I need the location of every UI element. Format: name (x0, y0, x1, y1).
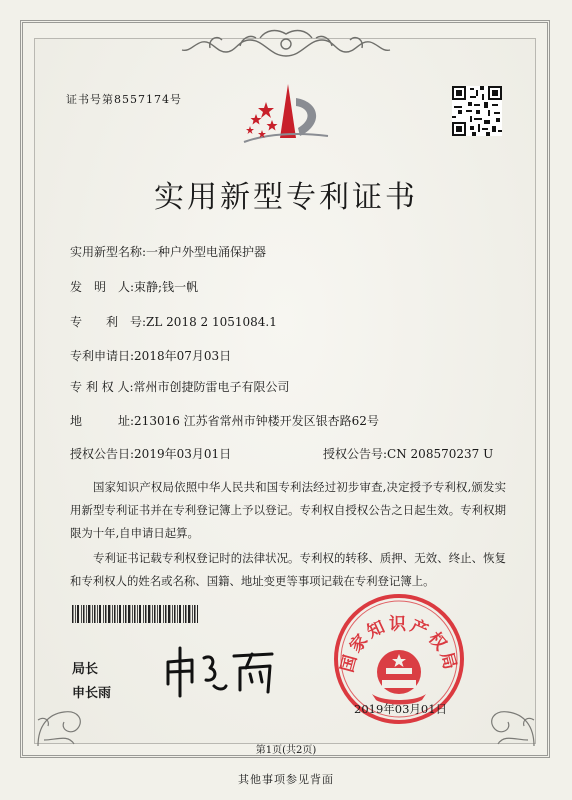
seal-text: 国家知识产权局 (337, 614, 461, 675)
chief-title: 局长 (72, 662, 99, 677)
patentee-value: 常州市创捷防雷电子有限公司 (133, 380, 290, 394)
scroll-ornament-icon (180, 26, 392, 62)
inventor-row (70, 278, 198, 295)
grant-date-value: 2019年03月01日 (134, 447, 232, 461)
patent-number-row (70, 313, 277, 330)
address-value: 213016 江苏省常州市钟楼开发区银杏路62号 (134, 414, 379, 428)
patent-number-value: ZL 2018 2 1051084.1 (146, 315, 277, 329)
certificate-title: 实用新型专利证书 (154, 180, 418, 215)
body-paragraph: 专利证书记载专利权登记时的法律状况。专利权的转移、质押、无效、终止、恢复和专利权人的姓名或名称、国籍、地址变更等事项记载在专利登记簿上。 (70, 551, 506, 588)
grant-date-label: 授权公告日: (70, 447, 135, 461)
utility-name-value: 一种户外型电涌保护器 (146, 245, 267, 259)
inventor-label: 发 明 人: (70, 280, 135, 294)
application-date-row (70, 347, 231, 364)
application-date-value: 2018年07月03日 (134, 349, 232, 363)
page-indicator: 第1页(共2页) (255, 745, 317, 756)
grant-number-row (323, 445, 493, 462)
cnipa-logo-icon (236, 80, 332, 152)
grant-number-value: CN 208570237 U (387, 447, 494, 461)
body-paragraph: 国家知识产权局依照中华人民共和国专利法经过初步审查,决定授予专利权,颁发实用新型专利证书并在专利登记簿上予以登记。专利权自授权公告之日起生效。专利权期限为十年,自申请日起算。 (70, 480, 506, 540)
utility-name-label: 实用新型名称: (70, 245, 147, 259)
patent-number-label: 专 利 号: (70, 315, 147, 329)
signature-icon (160, 640, 280, 698)
inventor-value: 束静;钱一帆 (134, 280, 199, 294)
patentee-label: 专 利 权 人: (70, 380, 134, 394)
footer-note: 其他事项参见背面 (238, 773, 334, 786)
certificate-number: 证书号第8557174号 (66, 93, 182, 106)
utility-name-row (70, 243, 266, 260)
chief-name: 申长雨 (72, 686, 112, 701)
address-row (70, 412, 379, 429)
address-label: 地 址: (70, 414, 135, 428)
qr-code-icon (452, 86, 502, 136)
grant-date-row (70, 445, 231, 462)
barcode-icon (72, 605, 198, 623)
grant-number-label: 授权公告号: (323, 447, 388, 461)
patentee-row (70, 378, 290, 395)
seal-date: 2019年03月01日 (354, 702, 448, 716)
application-date-label: 专利申请日: (70, 349, 135, 363)
